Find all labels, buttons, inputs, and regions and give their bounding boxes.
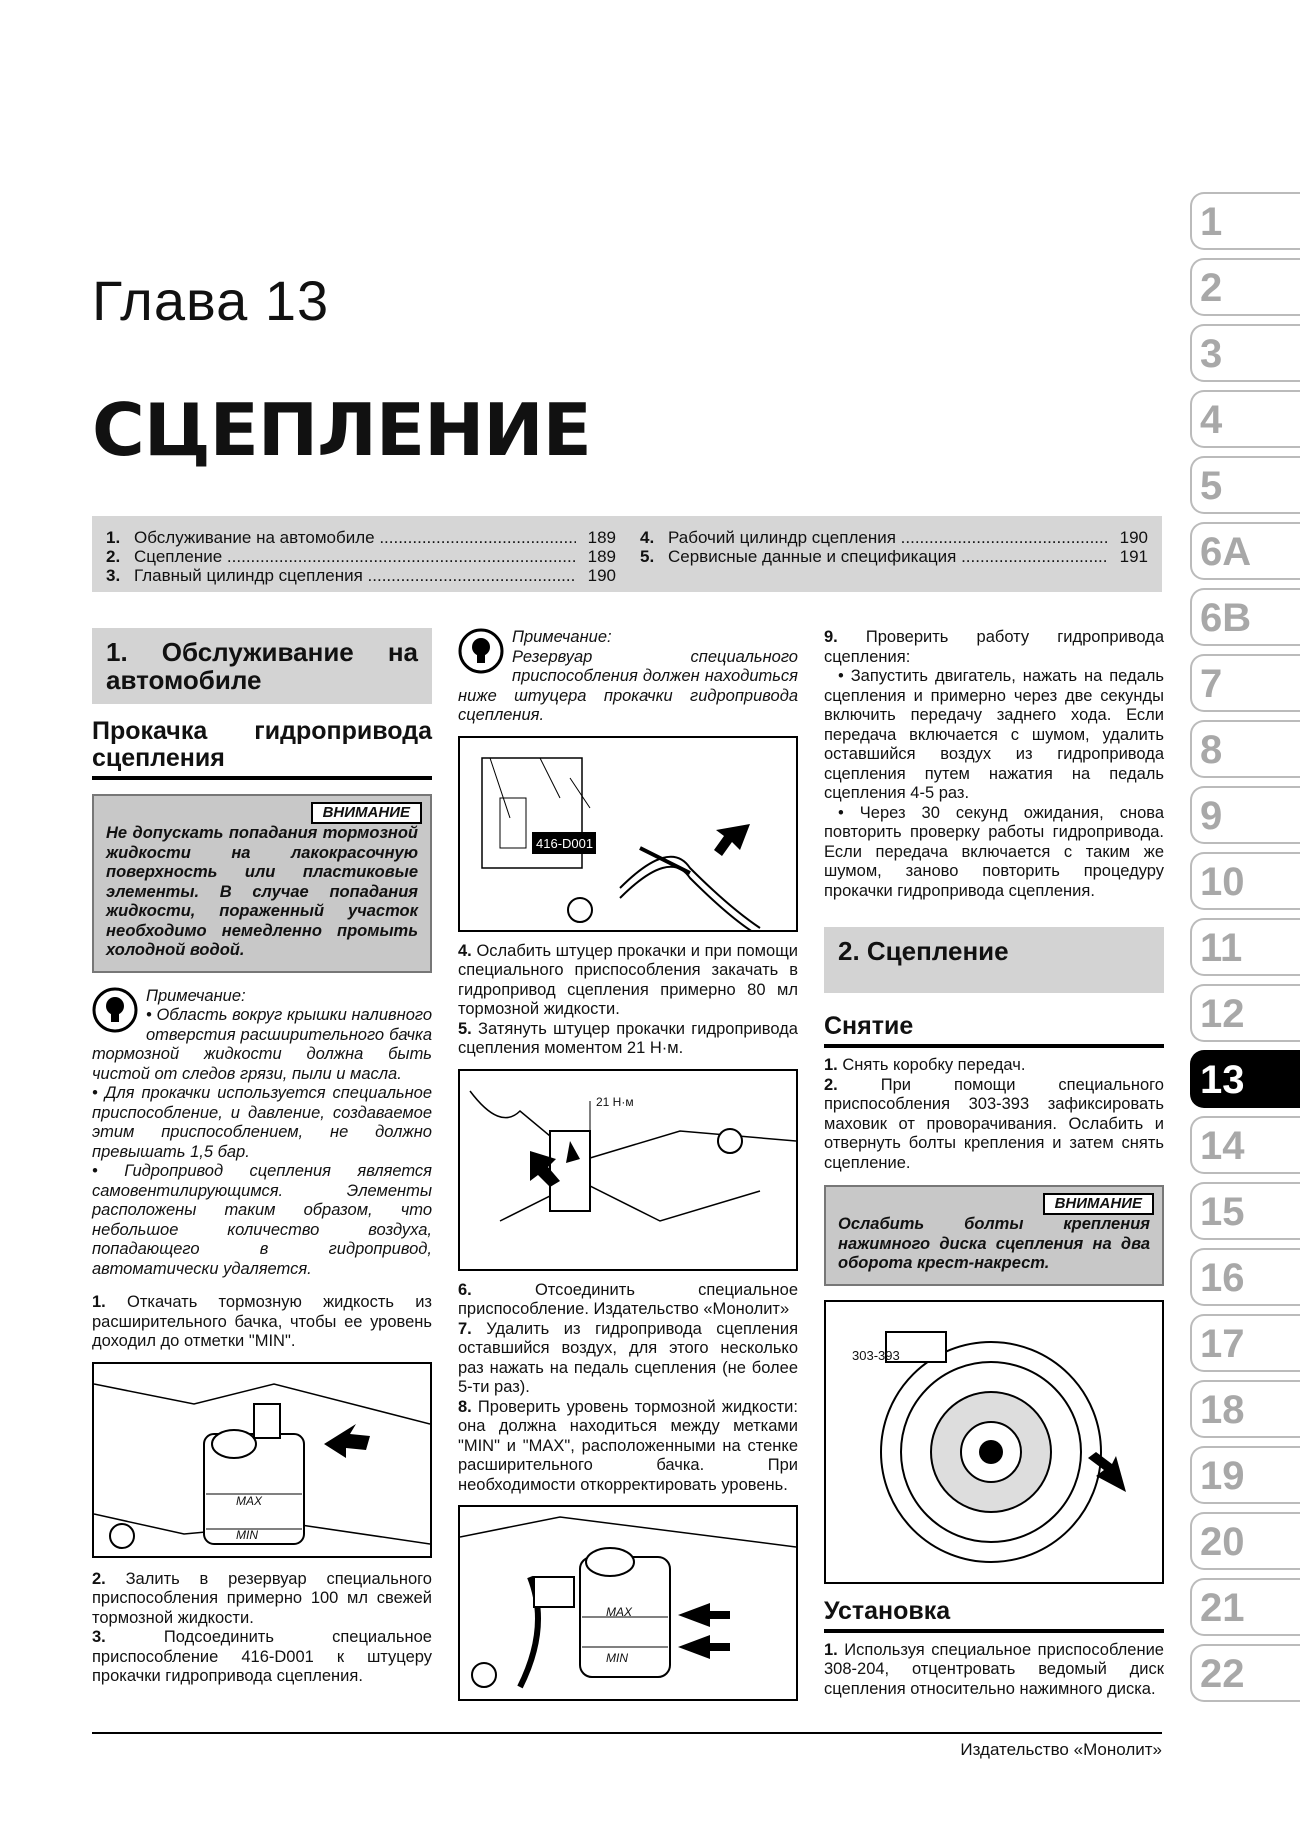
min-label: MIN bbox=[606, 1651, 628, 1665]
warning-text: Ослабить болты крепления нажимного диска сцепления на два оборота крест-накрест. bbox=[838, 1215, 1150, 1272]
chapter-tab[interactable]: 22 bbox=[1190, 1644, 1300, 1702]
chapter-tab[interactable]: 7 bbox=[1190, 654, 1300, 712]
chapter-tab[interactable]: 17 bbox=[1190, 1314, 1300, 1372]
toc-text: Обслуживание на автомобиле ..... bbox=[134, 528, 576, 548]
note-bullet: • Гидропривод сцепления является самовентилирующимся. Элементы расположены таким образом, что небольшое количество воздуха, попадающего в гидропривод, автоматически удаляется. bbox=[92, 1162, 432, 1278]
toc-item[interactable] bbox=[106, 566, 616, 586]
toc-page: 191 bbox=[1119, 547, 1148, 566]
bullet-item: • Запустить двигатель, нажать на педаль сцепления и примерно через две секунды включить передачу заднего хода. Если передача включается с шумом, удалить оставшийся воздух из гидропривода сцепления путем нажатия на педаль сцепления 4-5 раз. bbox=[824, 667, 1164, 802]
step-item: 1. Используя специальное приспособление 308-204, отцентровать ведомый диск сцепления относительно нажимного диска. bbox=[824, 1640, 1164, 1698]
column-2 bbox=[458, 628, 798, 1701]
max-label: MAX bbox=[606, 1605, 633, 1619]
warning-text: Не допускать попадания тормозной жидкости на лакокрасочную поверхность или пластиковые элементы. В случае попадания жидкости, пораженный участок необходимо немедленно промыть холодной водой. bbox=[106, 824, 418, 959]
note-text: Резервуар специального приспособления должен находиться ниже штуцера прокачки гидропривода сцепления. bbox=[458, 647, 798, 724]
step-item: 2. Залить в резервуар специального приспособления примерно 100 мл свежей тормозной жидкости. bbox=[92, 1569, 432, 1627]
chapter-tab[interactable]: 1 bbox=[1190, 192, 1300, 250]
chapter-tab[interactable]: 18 bbox=[1190, 1380, 1300, 1438]
chapter-tab[interactable]: 2 bbox=[1190, 258, 1300, 316]
tool-label: 303-393 bbox=[852, 1347, 900, 1363]
warning-box bbox=[824, 1185, 1164, 1286]
warning-box bbox=[92, 794, 432, 973]
figure-levels bbox=[458, 1505, 798, 1701]
chapter-tab[interactable]: 21 bbox=[1190, 1578, 1300, 1636]
chapter-tab[interactable]: 15 bbox=[1190, 1182, 1300, 1240]
max-label: MAX bbox=[236, 1493, 263, 1508]
toc-num: 1. bbox=[106, 528, 121, 547]
column-3 bbox=[824, 628, 1164, 1699]
step-item: 6. Отсоединить специальное приспособление. Издательство «Монолит» bbox=[458, 1280, 798, 1318]
chapter-tab[interactable]: 16 bbox=[1190, 1248, 1300, 1306]
lightbulb-icon bbox=[458, 628, 504, 674]
section-heading: 2. Сцепление bbox=[824, 927, 1164, 993]
subsection-heading: Установка bbox=[824, 1598, 1164, 1633]
lightbulb-icon bbox=[92, 987, 138, 1033]
tool-label: 416-D001 bbox=[536, 835, 594, 851]
chapter-tab[interactable]: 4 bbox=[1190, 390, 1300, 448]
warning-tag: ВНИМАНИЕ bbox=[1043, 1193, 1154, 1215]
section-heading: 1. Обслуживание на автомобиле bbox=[92, 628, 432, 704]
bleeder-tool-illustration bbox=[460, 738, 796, 930]
step-item: 3. Подсоединить специальное приспособление 416-D001 к штуцеру прокачки гидропривода сцепления. bbox=[92, 1628, 432, 1685]
chapter-tab[interactable]: 12 bbox=[1190, 984, 1300, 1042]
warning-tag: ВНИМАНИЕ bbox=[311, 802, 422, 824]
subsection-heading: Прокачка гидропривода сцепления bbox=[92, 718, 432, 780]
torque-label: 21 Н·м bbox=[596, 1094, 634, 1109]
toc-page: 190 bbox=[587, 566, 616, 585]
toc-text: Главный цилиндр сцепления ..... bbox=[134, 566, 576, 586]
step-item: 4. Ослабить штуцер прокачки и при помощи специального приспособления закачать в гидропривод сцепления примерно 80 мл тормозной жидкости. bbox=[458, 941, 798, 1018]
toc-page: 190 bbox=[1119, 528, 1148, 547]
column-1 bbox=[92, 628, 432, 1687]
chapter-title: СЦЕПЛЕНИЕ bbox=[92, 388, 591, 472]
chapter-tab[interactable]: 3 bbox=[1190, 324, 1300, 382]
step-item: 8. Проверить уровень тормозной жидкости: она должна находиться между метками "MIN" и "MAX", расположенными на стенке расширительного бачка. При необходимости откорректировать уровень. bbox=[458, 1397, 798, 1494]
note-bullet: • Область вокруг крышки наливного отверстия расширительного бачка тормозной жидкости должна быть чистой от следов грязи, пыли и масла. bbox=[92, 1006, 432, 1083]
step-item: 1. Снять коробку передач. bbox=[824, 1056, 1026, 1074]
step-item: 1. Откачать тормозную жидкость из расширительного бачка, чтобы ее уровень доходил до отметки "MIN". bbox=[92, 1293, 432, 1350]
figure-bleeder-tool bbox=[458, 736, 798, 932]
toc-text: Сцепление ..... bbox=[134, 547, 576, 567]
toc-text: Сервисные данные и спецификация ..... bbox=[668, 547, 1108, 567]
note-block bbox=[458, 628, 798, 726]
note-block bbox=[92, 987, 432, 1280]
chapter-number: Глава 13 bbox=[92, 269, 330, 332]
toc-num: 2. bbox=[106, 547, 121, 566]
toc-num: 5. bbox=[640, 547, 655, 566]
table-of-contents bbox=[92, 516, 1162, 592]
reservoir-illustration bbox=[94, 1364, 430, 1556]
subsection-heading: Снятие bbox=[824, 1013, 1164, 1048]
chapter-tab[interactable]: 20 bbox=[1190, 1512, 1300, 1570]
chapter-tab[interactable]: 19 bbox=[1190, 1446, 1300, 1504]
chapter-tab[interactable]: 6B bbox=[1190, 588, 1300, 646]
figure-reservoir bbox=[92, 1362, 432, 1558]
step-item: 5. Затянуть штуцер прокачки гидропривода сцепления моментом 21 Н·м. bbox=[458, 1019, 798, 1057]
toc-item[interactable] bbox=[640, 528, 1148, 548]
chapter-tab[interactable]: 14 bbox=[1190, 1116, 1300, 1174]
note-bullet: • Для прокачки используется специальное приспособление, и давление, создаваемое этим приспособлением, не должно превышать 1,5 бар. bbox=[92, 1084, 432, 1161]
toc-page: 189 bbox=[587, 547, 616, 566]
toc-page: 189 bbox=[587, 528, 616, 547]
chapter-tab-active[interactable]: 13 bbox=[1190, 1050, 1300, 1108]
toc-text: Рабочий цилиндр сцепления ..... bbox=[668, 528, 1108, 548]
chapter-tab[interactable]: 10 bbox=[1190, 852, 1300, 910]
toc-item[interactable] bbox=[106, 547, 616, 567]
footer-divider bbox=[92, 1732, 1162, 1734]
step-item: 7. Удалить из гидропривода сцепления оставшийся воздух, для этого несколько раз нажать на педаль сцепления (не более 5-ти раз). bbox=[458, 1319, 799, 1396]
note-label: Примечание: bbox=[146, 986, 246, 1005]
toc-num: 3. bbox=[106, 566, 121, 585]
figure-clutch bbox=[824, 1300, 1164, 1584]
chapter-tab[interactable]: 8 bbox=[1190, 720, 1300, 778]
footer-publisher: Издательство «Монолит» bbox=[960, 1740, 1162, 1759]
clutch-illustration bbox=[826, 1302, 1162, 1582]
step-item: 2. При помощи специального приспособления 303-393 зафиксировать маховик от проворачивания. Ослабить и отвернуть болты крепления и затем снять сцепление. bbox=[824, 1075, 1164, 1172]
note-label: Примечание: bbox=[512, 628, 612, 646]
bullet-item: • Через 30 секунд ожидания, снова повторить проверку работы гидропривода. Если передача включается с таким же шумом, заново повторить процедуру прокачки гидропривода сцепления. bbox=[824, 803, 1164, 900]
toc-item[interactable] bbox=[640, 547, 1148, 567]
step-item: 9. Проверить работу гидропривода сцепления: bbox=[824, 628, 1164, 666]
min-label: MIN bbox=[236, 1527, 258, 1542]
chapter-tab[interactable]: 6A bbox=[1190, 522, 1300, 580]
chapter-tab[interactable]: 5 bbox=[1190, 456, 1300, 514]
toc-num: 4. bbox=[640, 528, 655, 547]
chapter-tab[interactable]: 9 bbox=[1190, 786, 1300, 844]
chapter-tab[interactable]: 11 bbox=[1190, 918, 1300, 976]
toc-item[interactable] bbox=[106, 528, 616, 548]
figure-torque bbox=[458, 1069, 798, 1271]
